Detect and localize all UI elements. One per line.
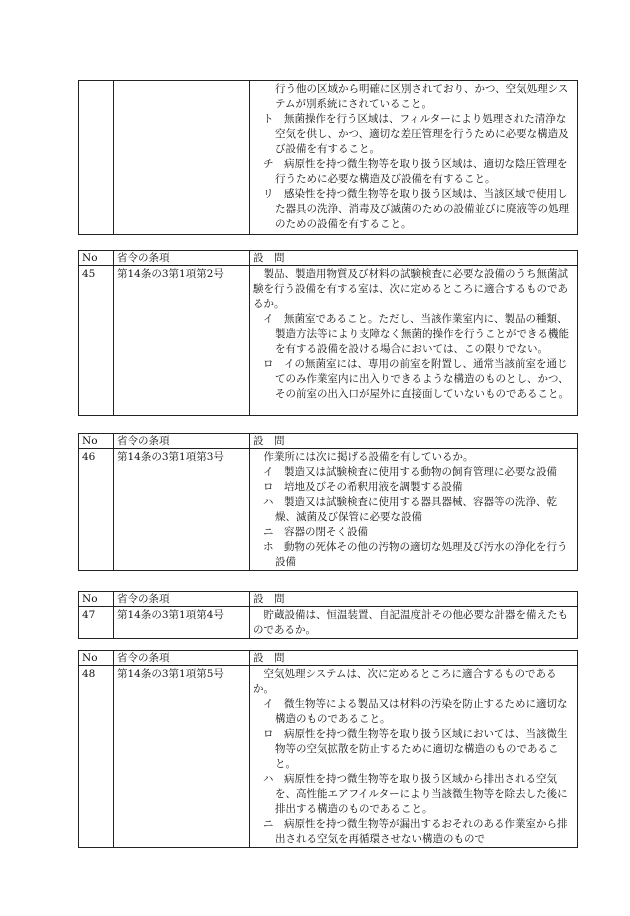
no-cell: 48 [79,666,114,848]
table-continuation [78,80,578,235]
list-item: ト 無菌操作を行う区域は、フィルターにより処理された清浄な空気を供し、かつ、適切な差圧管理を行うために必要な構造及び設備を有すること。 [263,113,569,155]
header-item: 設 問 [250,651,578,666]
table-q45 [78,250,578,416]
list-item: ロ 病原性を持つ微生物等を取り扱う区域においては、当該微生物等の空気拡散を防止するために適切な構造のものであること。 [263,728,568,770]
table-header-row [79,592,578,607]
list-item: ニ 病原性を持つ微生物等が漏出するおそれのある作業室から排出される空気を再循環させない構造のもので [263,818,568,845]
question-text: 作業所には次に掲げる設備を有しているか。 [263,451,474,463]
list-item: ハ 製造又は試験検査に使用する器具器械、容器等の洗浄、乾燥、滅菌及び保管に必要な設備 [263,496,557,523]
list-item: リ 感染性を持つ微生物等を取り扱う区域は、当該区域で使用した器具の洗浄、消毒及び滅菌のための設備並びに廃液等の処理のための設備を有すること。 [263,188,569,230]
header-article: 省令の条項 [114,251,250,266]
list-item: ホ 動物の死体その他の汚物の適切な処理及び汚水の浄化を行う設備 [263,541,568,568]
list-item: ニ 容器の閉そく設備 [263,526,368,538]
table-q47 [78,591,578,639]
question-text: 製品、製造用物質及び材料の試験検査に必要な設備のうち無菌試験を行う設備を有する室は、次に定めるところに適合するものであるか。 [253,268,568,310]
question-cell [250,81,578,235]
article-cell: 第14条の3第1項第3号 [114,449,250,571]
no-cell: 45 [79,266,114,416]
question-cell [250,449,578,571]
header-article: 省令の条項 [114,592,250,607]
header-item: 設 問 [250,434,578,449]
question-cell [250,607,578,639]
header-article: 省令の条項 [114,651,250,666]
list-item: イ 無菌室であること。ただし、当該作業室内に、製品の種類、製造方法等により支障なく無菌的操作を行うことができる機能を有する設備を設ける場合においては、この限りでない。 [263,313,569,355]
question-text: 空気処理システムは、次に定めるところに適合するものであるか。 [253,668,557,695]
header-no: No [79,592,114,607]
no-cell: 47 [79,607,114,639]
question-cell [250,666,578,848]
article-cell: 第14条の3第1項第5号 [114,666,250,848]
no-cell: 46 [79,449,114,571]
table-row [79,607,578,639]
table-header-row [79,251,578,266]
header-no: No [79,434,114,449]
table-row [79,266,578,416]
list-item: チ 病原性を持つ微生物等を取り扱う区域は、適切な陰圧管理を行うために必要な構造及び設備を有すること。 [263,158,568,185]
header-article: 省令の条項 [114,434,250,449]
table-q46 [78,433,578,571]
table-row [79,449,578,571]
table-row [79,81,578,235]
table-header-row [79,434,578,449]
table-header-row [79,651,578,666]
list-item: ロ 培地及びその希釈用液を調製する設備 [263,481,463,493]
header-item: 設 問 [250,592,578,607]
header-no: No [79,251,114,266]
article-cell: 第14条の3第1項第2号 [114,266,250,416]
list-item: ロ イの無菌室には、専用の前室を附置し、通常当該前室を通じてのみ作業室内に出入りできるような構造のものとし、かつ、その前室の出入口が屋外に直接面していないものであること。 [263,358,569,400]
question-text: 貯蔵設備は、恒温装置、自記温度計その他必要な計器を備えたものであるか。 [253,609,568,636]
list-item: イ 製造又は試験検査に使用する動物の飼育管理に必要な設備 [263,466,557,478]
question-cell [250,266,578,416]
header-item: 設 問 [250,251,578,266]
list-item: 行う他の区域から明確に区別されており、かつ、空気処理システムが別系統にされていること。 [275,83,569,110]
table-q48 [78,650,578,848]
list-item: イ 微生物等による製品又は材料の汚染を防止するために適切な構造のものであること。 [263,698,568,725]
table-row [79,666,578,848]
no-cell [79,81,114,235]
article-cell [114,81,250,235]
article-cell: 第14条の3第1項第4号 [114,607,250,639]
list-item: ハ 病原性を持つ微生物等を取り扱う区域から排出される空気を、高性能エアフイルターにより当該微生物等を除去した後に排出する構造のものであること。 [263,773,568,815]
header-no: No [79,651,114,666]
